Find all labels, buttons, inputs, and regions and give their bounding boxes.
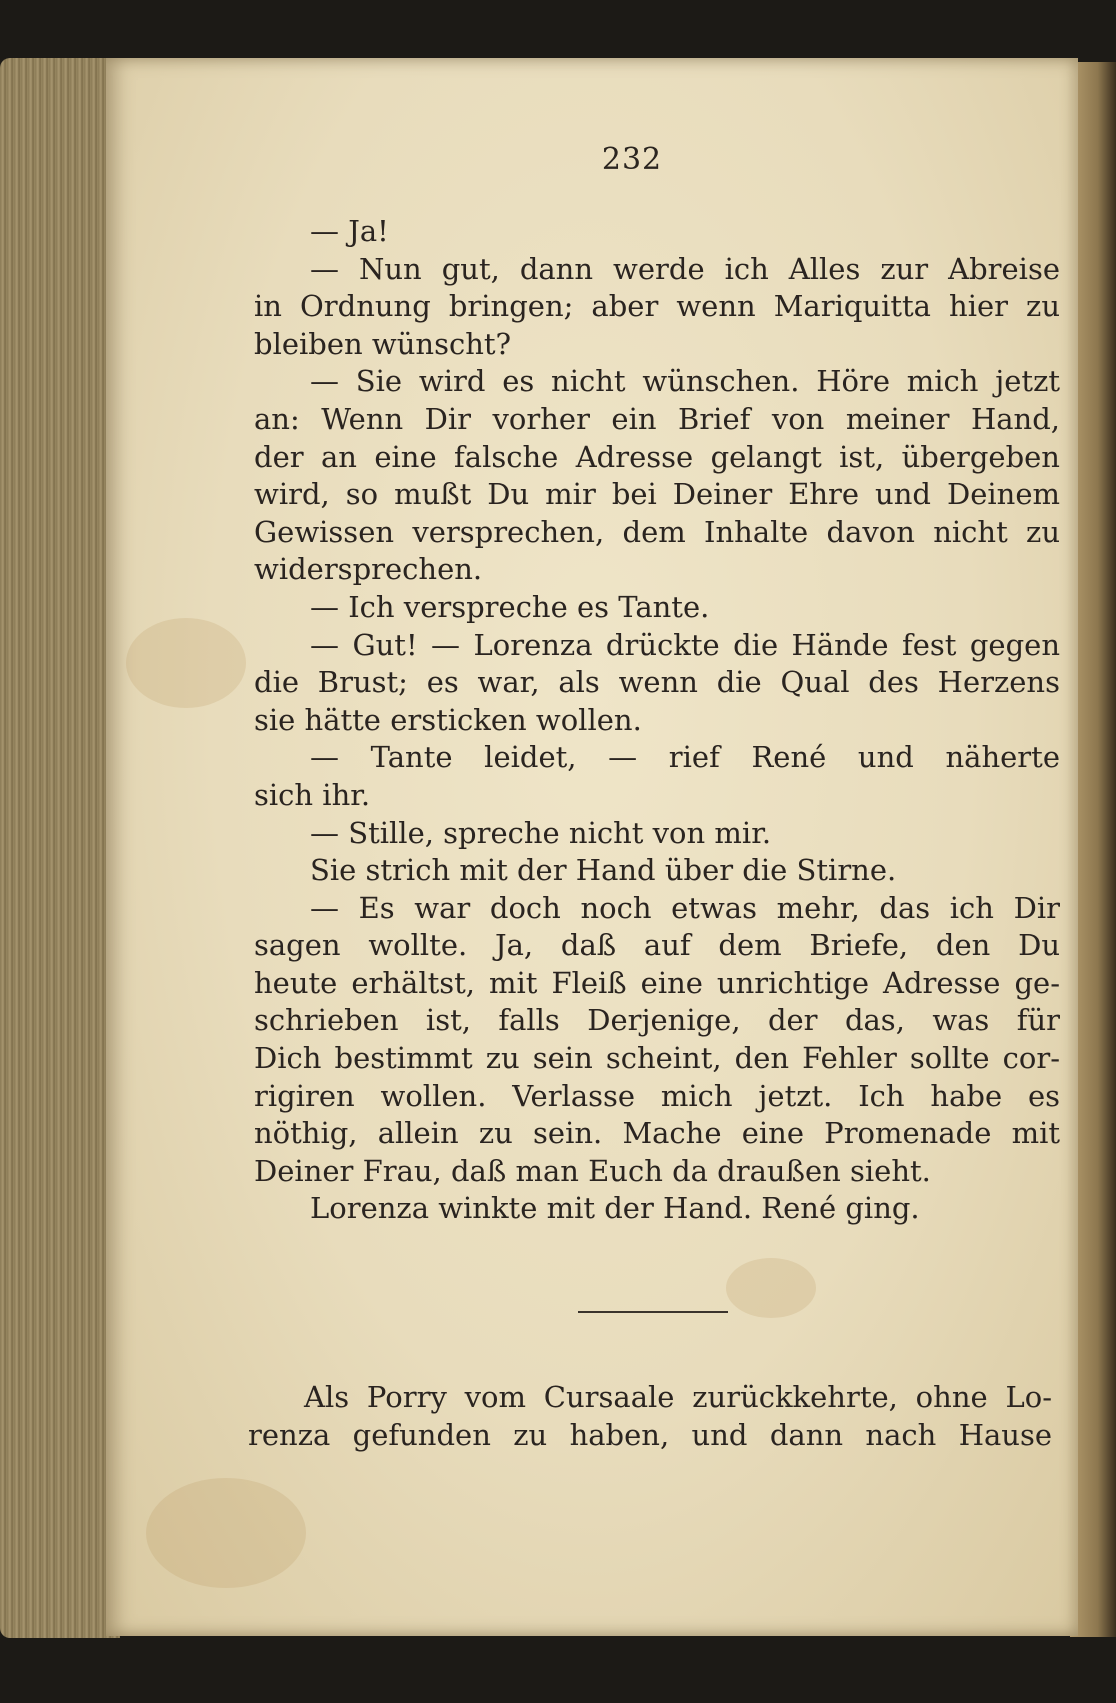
text-line: schrieben ist, falls Derjenige, der das, was für [254,1003,1060,1038]
text-line: — Nun gut, dann werde ich Alles zur Abreise [310,251,1060,286]
text-line: Lorenza winkte mit der Hand. René ging. [310,1191,920,1226]
text-line: — Ja! [310,214,389,248]
text-line: an: Wenn Dir vorher ein Brief von meiner Hand, [254,401,1060,436]
text-line: — Sie wird es nicht wünschen. Höre mich jetzt [310,364,1060,399]
text-line: der an eine falsche Adresse gelangt ist, übergeben [254,439,1060,474]
text-line: — Stille, spreche nicht von mir. [310,815,772,850]
text-line: widersprechen. [254,552,483,587]
next-section-text [248,1377,1052,1452]
text-line: renza gefunden zu haben, und dann nach Hause [248,1417,1052,1452]
main-text [254,213,1060,1228]
text-line: — Gut! — Lorenza drückte die Hände fest gegen [310,627,1060,662]
paper-stain [726,1258,816,1318]
text-line: die Brust; es war, als wenn die Qual des Herzens [254,665,1060,700]
text-line: sie hätte ersticken wollen. [254,702,642,737]
text-line: heute erhältst, mit Fleiß eine unrichtige Adresse ge- [254,965,1060,1000]
page-number: 232 [601,142,663,177]
text-line: — Es war doch noch etwas mehr, das ich Dir [310,890,1060,925]
section-divider [578,1311,728,1313]
text-line: Als Porry vom Cursaale zurückkehrte, ohne Lo- [304,1380,1052,1414]
text-line: Deiner Frau, daß man Euch da draußen sieht. [254,1153,931,1188]
text-line: rigiren wollen. Verlasse mich jetzt. Ich habe es [254,1078,1060,1113]
text-line: wird, so mußt Du mir bei Deiner Ehre und Deinem [254,477,1060,512]
text-line: in Ordnung bringen; aber wenn Mariquitta hier zu [254,289,1060,324]
text-line: Dich bestimmt zu sein scheint, den Fehler sollte cor- [254,1041,1060,1076]
page-stack-edge [0,58,120,1638]
text-line: sich ihr. [254,777,371,812]
text-line: Gewissen versprechen, dem Inhalte davon nicht zu [254,514,1060,549]
text-line: — Ich verspreche es Tante. [310,589,710,624]
paper-stain [146,1478,306,1588]
text-line: Sie strich mit der Hand über die Stirne. [310,853,897,888]
text-line: sagen wollte. Ja, daß auf dem Briefe, den Du [254,928,1060,963]
paper-stain [126,618,246,708]
text-line: — Tante leidet, — rief René und näherte [310,740,1060,775]
text-line: bleiben wünscht? [254,326,512,361]
text-line: nöthig, allein zu sein. Mache eine Promenade mit [254,1116,1060,1151]
